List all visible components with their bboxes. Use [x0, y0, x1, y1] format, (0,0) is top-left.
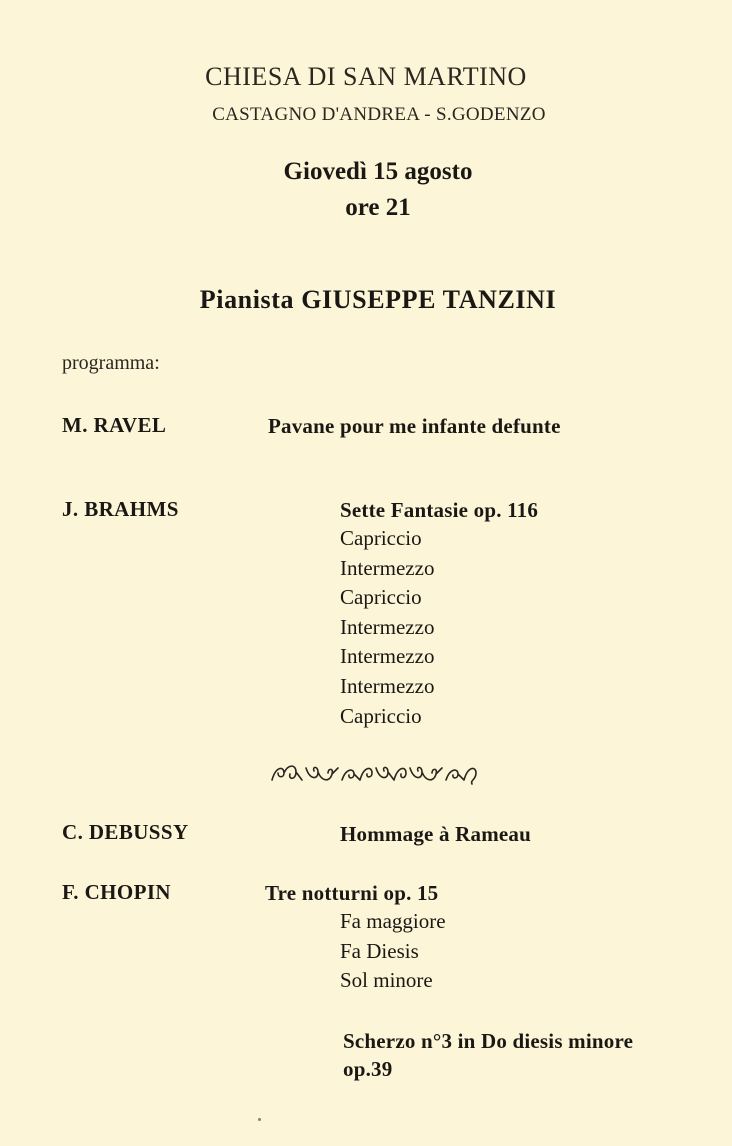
composer-name: J. BRAHMS	[62, 497, 179, 521]
movement-list	[340, 907, 446, 996]
work-title: Hommage à Rameau	[340, 822, 532, 846]
movement-list	[340, 524, 434, 731]
work-title: Pavane pour me infante defunte	[268, 414, 561, 438]
movement-item: Intermezzo	[340, 673, 435, 698]
concert-date: Giovedì 15 agosto	[283, 158, 473, 185]
movement-item: Fa Diesis	[340, 938, 419, 963]
composer-name: M. RAVEL	[62, 413, 167, 437]
movement-item: Fa maggiore	[340, 909, 446, 933]
composer-name: F. CHOPIN	[62, 880, 171, 904]
work-opus-scherzo: op.39	[343, 1057, 393, 1081]
movement-item: Intermezzo	[340, 614, 435, 639]
movement-item: Capriccio	[340, 526, 422, 550]
performer-line: Pianista GIUSEPPE TANZINI	[199, 285, 557, 314]
composer-name: C. DEBUSSY	[62, 820, 189, 844]
program-label: programma:	[62, 352, 160, 374]
movement-item: Intermezzo	[340, 555, 435, 580]
church-name: CHIESA DI SAN MARTINO	[205, 62, 527, 91]
movement-item: Capriccio	[340, 585, 422, 610]
work-title-scherzo: Scherzo n°3 in Do diesis minore	[343, 1029, 634, 1053]
paper-speck	[258, 1118, 261, 1121]
movement-item: Intermezzo	[340, 644, 435, 669]
work-title: Sette Fantasie op. 116	[340, 498, 539, 522]
work-title: Tre notturni op. 15	[265, 881, 439, 905]
location-line: CASTAGNO D'ANDREA - S.GODENZO	[212, 104, 546, 125]
movement-item: Capriccio	[340, 703, 422, 728]
concert-time: ore 21	[345, 194, 411, 221]
movement-item: Sol minore	[340, 968, 433, 993]
scroll-ornament-divider-icon	[270, 760, 480, 786]
